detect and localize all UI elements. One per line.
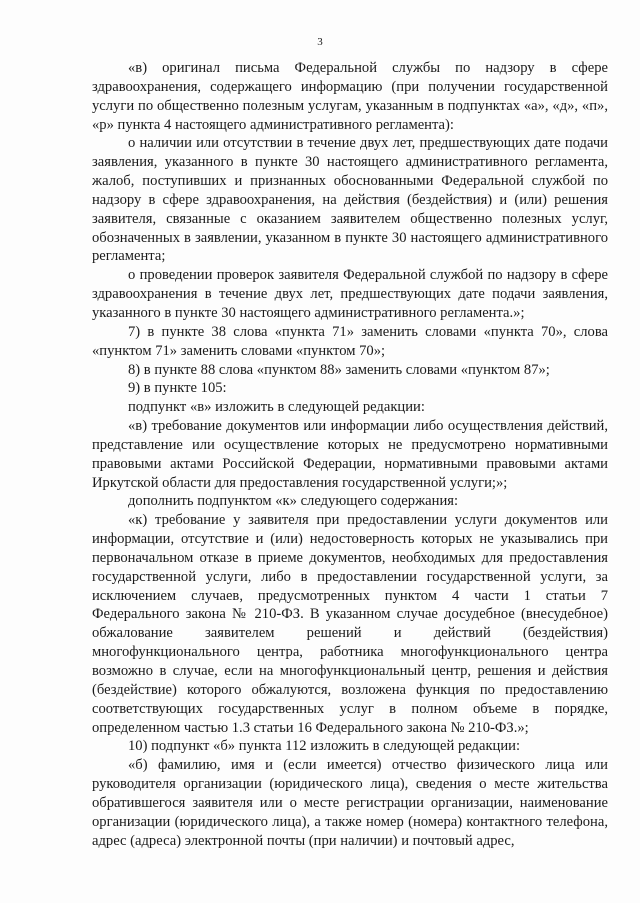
paragraph-subitem-b-text: «б) фамилию, имя и (если имеется) отчество физического лица или руководителя организации (юридического лица), сведения о месте жительства обратившегося заявителя или о месте регистрации организации, наименование организации (юридического лица), а также номер (номера) контактного телефона, адрес (адреса) электронной почты (при наличии) и почтовый адрес, (92, 757, 608, 849)
document-body (92, 59, 608, 850)
paragraph-amendment-7: 7) в пункте 38 слова «пункта 71» заменить словами «пункта 70», слова «пунктом 71» заменить словами «пунктом 70»; (92, 323, 608, 359)
paragraph-subitem-v-heading: подпункт «в» изложить в следующей редакции: (128, 399, 425, 416)
paragraph-item-v-original-letter: «в) оригинал письма Федеральной службы по надзору в сфере здравоохранения, содержащего информацию (при получении государственной услуги по общественно полезным услугам, указанным в подпунктах «а», «д», «п», «р» пункта 4 настоящего административного регламента): (92, 60, 608, 133)
paragraph-subitem-k-heading: дополнить подпунктом «к» следующего содержания: (128, 493, 459, 510)
paragraph-amendment-9: 9) в пункте 105: (128, 380, 227, 397)
paragraph-subitem-k-text: «к) требование у заявителя при предоставлении услуги документов или информации, отсутствие и (или) недостоверность которых не указывались при первоначальном отказе в приеме документов, необходимых для предоставления государственной услуги, либо в предоставлении государственной услуги, за исключением случаев, предусмотренных пунктом 4 части 1 статьи 7 Федерального закона № 210-ФЗ. В указанном случае досудебное (внесудебное) обжалование заявителем решений и действий (бездействия) многофункционального центра, работника многофункционального центра возможно в случае, если на многофункциональный центр, решения и действия (бездействие) которого обжалуются, возложена функция по предоставлению соответствующих государственных услуг в полном объеме в порядке, определенном частью 1.3 статьи 16 Федерального закона № 210-ФЗ.»; (92, 512, 608, 736)
paragraph-inspections-info: о проведении проверок заявителя Федеральной службой по надзору в сфере здравоохранения в течение двух лет, предшествующих дате подачи заявления, указанного в пункте 30 настоящего административного регламента.»; (92, 267, 608, 321)
page-number: 3 (317, 36, 323, 48)
paragraph-complaints-info: о наличии или отсутствии в течение двух лет, предшествующих дате подачи заявления, указанного в пункте 30 настоящего административного регламента, жалоб, поступивших и признанных обоснованными Федеральной службой по надзору в сфере здравоохранения, на действия (бездействия) и (или) решения заявителя, связанные с оказанием заявителем общественно полезных услуг, обозначенных в заявлении, указанном в пункте 30 настоящего административного регламента; (92, 135, 608, 265)
paragraph-amendment-8: 8) в пункте 88 слова «пунктом 88» заменить словами «пунктом 87»; (128, 361, 550, 378)
paragraph-amendment-10: 10) подпункт «б» пункта 112 изложить в следующей редакции: (128, 738, 521, 755)
paragraph-subitem-v-text: «в) требование документов или информации либо осуществления действий, представление или осуществление которых не предусмотрено нормативными правовыми актами Российской Федерации, нормативными правовыми актами Иркутской области для предоставления государственной услуги;»; (92, 418, 608, 491)
